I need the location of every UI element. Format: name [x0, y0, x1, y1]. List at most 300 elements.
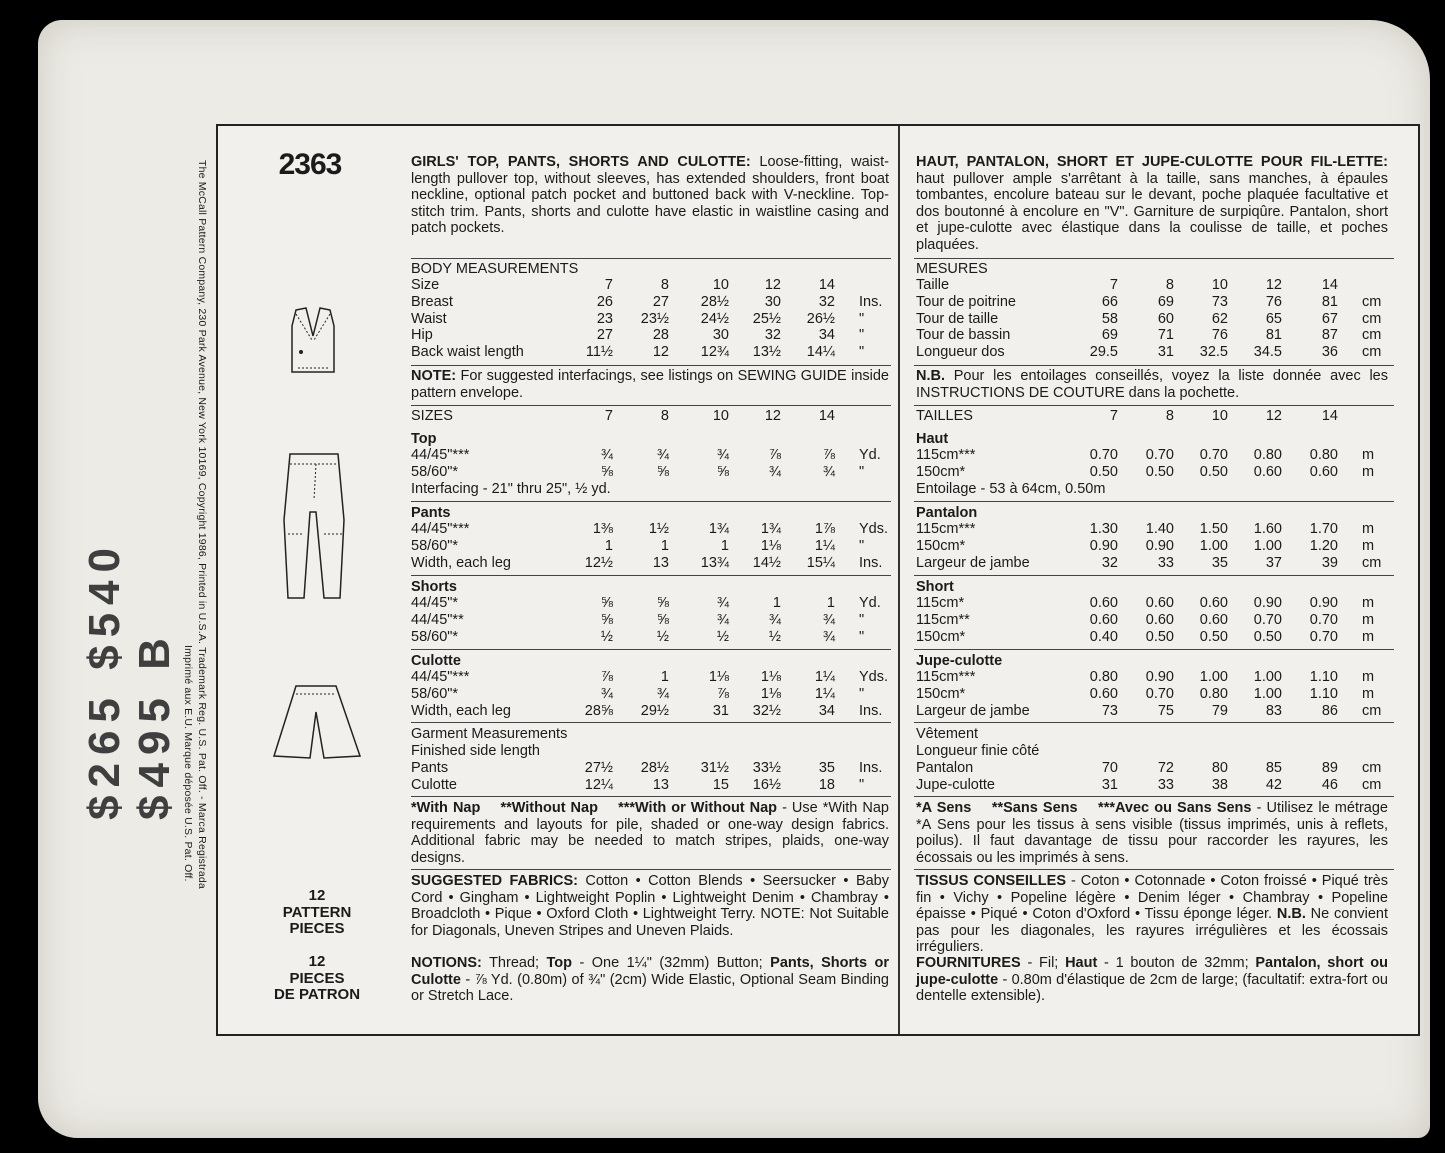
row-value: 15 [712, 776, 729, 793]
table-row [916, 521, 1394, 538]
row-value: 80 [1211, 760, 1228, 776]
row-value: 89 [1321, 760, 1338, 776]
row-value: 0.50 [1089, 463, 1118, 480]
row-value: 1⅞ [814, 521, 835, 537]
row-value: 1.00 [1199, 537, 1228, 554]
fr-fabrics-text: Ne convient pas pour les diagonales, les rayures irrégulières et les écossais irréguliers. [916, 906, 1388, 955]
row-value: 1.00 [1199, 669, 1228, 685]
pieces-label: PATTERN [282, 903, 352, 921]
fr-nap-label: **Sans Sens [991, 800, 1078, 816]
row-value: 85 [1265, 760, 1282, 776]
fr-culotte-heading: Jupe-culotte [916, 653, 1003, 669]
row-value: 1.20 [1309, 537, 1338, 554]
row-value: ¾ [822, 628, 835, 645]
publisher-line: The McCall Pattern Company, 230 Park Avenue, New York 10169, Copyright 1986, Printed in U.S.A. Trademark Reg. U.S. Pat. Off. - Marca Registrada [196, 160, 208, 889]
row-unit: m [1362, 447, 1375, 463]
row-value: 0.60 [1253, 463, 1282, 480]
row-value: ⅝ [600, 611, 613, 628]
row-value: 1.30 [1089, 521, 1118, 537]
row-value: 1.70 [1309, 521, 1338, 537]
fr-notions-text: - 1 bouton de 32mm; [1097, 955, 1256, 971]
row-value: 1 [604, 537, 613, 554]
en-body-heading: BODY MEASUREMENTS [411, 261, 579, 277]
row-value: 0.40 [1089, 628, 1118, 645]
table-row [916, 447, 1394, 464]
row-value: 60 [1157, 310, 1174, 327]
row-label: Tour de bassin [916, 327, 1011, 344]
row-value: 29.5 [1089, 344, 1118, 361]
row-label: 150cm* [916, 463, 966, 480]
en-notions-label: Top [546, 955, 573, 971]
row-value: ½ [600, 628, 613, 645]
en-notions-text: Thread; [481, 955, 547, 971]
en-fabrics-label: SUGGESTED FABRICS: [411, 873, 578, 889]
row-unit: Yd. [859, 447, 881, 463]
row-value: 24½ [700, 310, 729, 327]
fr-note [916, 368, 1388, 401]
table-row [916, 327, 1394, 344]
fr-title-text: haut pullover ample s'arrêtant à la taille, sans manches, à épaules tombantes, encolure bateau sur le devant, poche plaquée facultative et dos boutonné à encolure en "V". Garniture de surpiqûre. Pantalon, short et jupe-culotte avec élastique dans la coulisse de taille, et poches plaquées. [916, 170, 1388, 253]
divider [411, 869, 891, 870]
row-value: 0.80 [1253, 447, 1282, 463]
row-value: 7 [1109, 408, 1118, 424]
row-value: 0.60 [1145, 595, 1174, 611]
row-value: 16½ [752, 776, 781, 793]
table-row [411, 447, 889, 464]
divider [914, 405, 1394, 406]
table-row [916, 538, 1394, 555]
row-unit: Ins. [859, 702, 883, 719]
row-value: ¾ [716, 611, 729, 628]
divider [411, 405, 891, 406]
row-value: 12 [1265, 277, 1282, 293]
row-label: 115cm*** [916, 669, 976, 685]
row-unit: Yd. [859, 595, 881, 611]
price-stamps: $265 $540 $495 B [80, 540, 179, 820]
row-value: 34 [818, 702, 835, 719]
table-row [411, 311, 889, 328]
table-row [411, 703, 889, 720]
row-label: Breast [411, 293, 453, 310]
table-row [411, 344, 889, 361]
row-value: 0.60 [1199, 595, 1228, 611]
row-value: 7 [1109, 277, 1118, 293]
table-row [916, 294, 1394, 311]
fr-garment-sub: Longueur finie côté [916, 743, 1040, 759]
fr-pants-heading: Pantalon [916, 505, 978, 521]
fr-notions-text: - 0.80m d'élastique de 2cm de large; (facultatif: extra-fort ou dentelle extensible). [916, 971, 1388, 1004]
row-value: 0.70 [1145, 685, 1174, 702]
pieces-label: PIECES [289, 969, 345, 987]
row-unit: m [1362, 463, 1375, 480]
row-value: 0.80 [1199, 685, 1228, 702]
row-value: 0.50 [1199, 628, 1228, 645]
fr-top-interfacing: Entoilage - 53 à 64cm, 0.50m [916, 481, 1106, 497]
row-value: ½ [716, 628, 729, 645]
table-row [916, 760, 1394, 777]
row-unit: Yds. [859, 521, 889, 537]
en-pants-heading: Pants [411, 505, 451, 521]
en-fabrics [411, 873, 889, 939]
row-value: 0.60 [1199, 611, 1228, 628]
row-label: Jupe-culotte [916, 776, 995, 793]
en-notions [411, 955, 889, 1005]
row-value: 1⅛ [760, 669, 781, 685]
row-value: 0.80 [1089, 669, 1118, 685]
row-value: 12 [764, 408, 781, 424]
divider [411, 501, 891, 502]
row-value: 65 [1265, 310, 1282, 327]
fr-notions-text: - Fil; [1020, 955, 1066, 971]
row-label: 58/60"* [411, 628, 459, 645]
row-label: 58/60"* [411, 537, 459, 554]
row-value: ⅞ [822, 447, 835, 463]
row-value: 0.60 [1309, 463, 1338, 480]
row-value: 13 [652, 554, 669, 571]
fr-fabrics [916, 873, 1388, 956]
row-value: 13¾ [700, 554, 729, 571]
fr-title: HAUT, PANTALON, SHORT ET JUPE-CULOTTE POUR FIL-LETTE: [916, 154, 1388, 170]
divider [914, 869, 1394, 870]
row-unit: cm [1362, 327, 1382, 344]
divider [914, 796, 1394, 797]
row-value: ⅝ [716, 463, 729, 480]
divider [914, 365, 1394, 366]
en-shorts-heading: Shorts [411, 579, 457, 595]
row-value: 76 [1211, 327, 1228, 344]
en-nap [411, 800, 889, 866]
row-value: 1 [772, 595, 781, 611]
row-value: 0.50 [1199, 463, 1228, 480]
table-row [916, 612, 1394, 629]
en-nap-label: *With Nap [411, 800, 481, 816]
row-value: 8 [1165, 408, 1174, 424]
row-value: 0.70 [1309, 611, 1338, 628]
row-value: 32½ [752, 702, 781, 719]
row-value: 7 [604, 277, 613, 293]
row-unit: Yds. [859, 669, 889, 685]
row-unit: Ins. [859, 760, 883, 776]
row-value: 1 [826, 595, 835, 611]
pattern-pieces-en [262, 888, 372, 938]
row-value: 14 [1321, 277, 1338, 293]
row-value: 86 [1321, 702, 1338, 719]
en-note-text: For suggested interfacings, see listings on SEWING GUIDE inside pattern envelope. [411, 368, 889, 401]
fr-notions [916, 955, 1388, 1005]
row-value: 72 [1157, 760, 1174, 776]
row-value: 23½ [640, 310, 669, 327]
pants-sketch-icon [280, 450, 350, 602]
row-label: 44/45"* [411, 595, 459, 611]
row-value: 27 [596, 327, 613, 344]
row-label: 115cm* [916, 595, 965, 611]
divider [411, 365, 891, 366]
row-value: 30 [764, 293, 781, 310]
row-value: 14½ [752, 554, 781, 571]
row-value: ¾ [768, 611, 781, 628]
row-value: 10 [1211, 408, 1228, 424]
row-unit: cm [1362, 702, 1382, 719]
row-value: 1 [660, 537, 669, 554]
row-unit: " [859, 628, 865, 645]
row-value: 26½ [806, 310, 835, 327]
fr-nap-label: *A Sens [916, 800, 972, 816]
row-value: 34 [818, 327, 835, 344]
row-value: 8 [660, 277, 669, 293]
table-row [411, 521, 889, 538]
table-row [411, 595, 889, 612]
row-unit: cm [1362, 554, 1382, 571]
row-value: 1⅛ [760, 685, 781, 702]
row-unit: " [859, 776, 865, 793]
row-value: 0.60 [1089, 611, 1118, 628]
en-top-heading: Top [411, 431, 437, 447]
row-unit: m [1362, 537, 1375, 554]
row-value: 1.00 [1253, 669, 1282, 685]
en-title-text: Loose-fitting, waist-length pullover top, without sleeves, has extended shoulders, front boat neckline, optional patch pocket and buttoned back with V-neckline. Top-stitch trim. Pants, shorts and culotte have elastic in waistline casing and patch pockets. [411, 154, 889, 236]
row-value: ¾ [716, 595, 729, 611]
fr-notions-label: FOURNITURES [916, 955, 1021, 971]
row-unit: " [859, 463, 865, 480]
row-value: 1⅜ [592, 521, 613, 537]
row-label: Pantalon [916, 760, 974, 776]
row-value: 12¾ [700, 344, 729, 361]
divider [411, 575, 891, 576]
row-value: 25½ [752, 310, 781, 327]
table-row [411, 777, 889, 794]
row-value: ¾ [768, 463, 781, 480]
fr-notions-label: Pantalon, short ou jupe-culotte [916, 955, 1388, 988]
row-value: 33 [1157, 554, 1174, 571]
row-unit: cm [1362, 776, 1382, 793]
fr-fabrics-label: N.B. [1276, 906, 1306, 922]
fr-body-heading: MESURES [916, 261, 988, 277]
table-row [916, 703, 1394, 720]
table-row [411, 464, 889, 481]
row-unit: m [1362, 628, 1375, 645]
row-value: 0.90 [1089, 537, 1118, 554]
en-note-label: NOTE: [411, 368, 457, 384]
row-label: 44/45"*** [411, 669, 470, 685]
row-value: 1¼ [814, 669, 835, 685]
row-value: 0.80 [1309, 447, 1338, 463]
row-value: 27 [652, 293, 669, 310]
fr-shorts-heading: Short [916, 579, 954, 595]
pattern-number: 2363 [278, 148, 342, 181]
row-value: ⅝ [656, 611, 669, 628]
pieces-label: DE PATRON [273, 986, 361, 1003]
row-value: 1 [720, 537, 729, 554]
row-value: 73 [1101, 702, 1118, 719]
table-row [411, 760, 889, 777]
fr-fabrics-label: TISSUS CONSEILLES [916, 873, 1066, 889]
row-value: 14 [1321, 408, 1338, 424]
row-value: 1.40 [1145, 521, 1174, 537]
row-value: 1.00 [1253, 537, 1282, 554]
row-value: ¾ [656, 447, 669, 463]
divider [411, 722, 891, 723]
row-value: ⅝ [600, 595, 613, 611]
row-value: 83 [1265, 702, 1282, 719]
row-unit: Ins. [859, 554, 883, 571]
fr-nap [916, 800, 1388, 866]
row-value: 10 [1211, 277, 1228, 293]
row-label: 150cm* [916, 685, 966, 702]
fr-garment-heading: Vêtement [916, 726, 979, 742]
row-value: 0.70 [1253, 611, 1282, 628]
row-value: 0.70 [1309, 628, 1338, 645]
row-value: 34.5 [1253, 344, 1282, 361]
row-value: ⅞ [716, 685, 729, 702]
fr-fabrics-text: - Coton • Cotonnade • Coton froissé • Piqué très fin • Vichy • Popeline légère • Denim léger • Chambray • Popeline épaisse • Piqué • Coton d'Oxford • Tissu éponge léger. [916, 873, 1388, 922]
row-value: 14 [818, 277, 835, 293]
row-unit: cm [1362, 760, 1382, 776]
row-value: 28½ [640, 760, 669, 776]
row-value: 0.90 [1309, 595, 1338, 611]
row-value: 8 [1165, 277, 1174, 293]
row-value: 1.60 [1253, 521, 1282, 537]
row-label: 44/45"** [411, 611, 464, 628]
row-value: 32 [764, 327, 781, 344]
row-value: 8 [660, 408, 669, 424]
row-value: 26 [596, 293, 613, 310]
row-label: 115cm** [916, 611, 970, 628]
row-value: 81 [1265, 327, 1282, 344]
row-value: 1.50 [1199, 521, 1228, 537]
row-label: TAILLES [916, 408, 973, 424]
table-row [411, 294, 889, 311]
row-unit: " [859, 685, 865, 702]
row-label: Largeur de jambe [916, 702, 1030, 719]
row-value: 0.60 [1145, 611, 1174, 628]
divider [914, 258, 1394, 259]
row-label: Size [411, 277, 440, 293]
row-unit: cm [1362, 310, 1382, 327]
table-row [411, 277, 889, 294]
table-row [916, 777, 1394, 794]
row-value: 15¼ [806, 554, 835, 571]
row-unit: Ins. [859, 293, 883, 310]
row-value: 0.50 [1145, 628, 1174, 645]
table-row [411, 408, 889, 425]
row-value: 1¾ [708, 521, 729, 537]
row-value: 38 [1211, 776, 1228, 793]
en-garment-heading: Garment Measurements [411, 726, 568, 742]
row-value: 0.60 [1089, 595, 1118, 611]
row-label: Longueur dos [916, 344, 1005, 361]
row-value: ¾ [600, 447, 613, 463]
en-notions-text: - ⅞ Yd. (0.80m) of ¾" (2cm) Wide Elastic, Optional Seam Binding or Stretch Lace. [411, 971, 889, 1004]
divider [914, 575, 1394, 576]
en-nap-label: **Without Nap [500, 800, 598, 816]
row-value: ¾ [716, 447, 729, 463]
row-label: Largeur de jambe [916, 554, 1030, 571]
pieces-label: PIECES [289, 920, 345, 937]
table-row [411, 327, 889, 344]
en-fabrics-text: Cotton • Cotton Blends • Seersucker • Baby Cord • Gingham • Lightweight Poplin • Lightweight Denim • Chambray • Broadcloth • Pique • Oxford Cloth • Lightweight Terry. NOTE: Not Suitable for Diagonals, Uneven Stripes and Uneven Plaids. [411, 873, 889, 939]
row-value: 87 [1321, 327, 1338, 344]
row-value: 1¾ [760, 521, 781, 537]
row-value: 0.90 [1145, 669, 1174, 685]
en-title: GIRLS' TOP, PANTS, SHORTS AND CULOTTE: [411, 154, 751, 170]
row-label: Hip [411, 327, 433, 344]
fr-note-label: N.B. [916, 368, 945, 384]
row-value: ¾ [656, 685, 669, 702]
divider [914, 722, 1394, 723]
publisher-line-fr: Imprimé aux E.U. Marque déposée U.S. Pat. Off. [182, 645, 194, 882]
row-unit: m [1362, 611, 1375, 628]
table-row [916, 464, 1394, 481]
row-value: 1¼ [814, 685, 835, 702]
row-value: 31½ [700, 760, 729, 776]
row-value: 32 [1101, 554, 1118, 571]
table-row [411, 538, 889, 555]
row-value: 75 [1157, 702, 1174, 719]
row-value: 81 [1321, 293, 1338, 310]
row-value: 0.90 [1253, 595, 1282, 611]
row-value: 12 [764, 277, 781, 293]
row-label: 115cm*** [916, 521, 976, 537]
row-unit: cm [1362, 344, 1382, 361]
vest-sketch-icon [284, 306, 342, 376]
row-label: 150cm* [916, 628, 966, 645]
fr-nap-text: - Utilisez le métrage *A Sens pour les tissus à sens visible (tissus imprimés, unis à reflets, poilus). Il faut davantage de tissu pour raccorder les rayures, les écossais ou les imprimés à sens. [916, 800, 1388, 866]
divider [914, 501, 1394, 502]
divider [411, 258, 891, 259]
fr-top-heading: Haut [916, 431, 949, 447]
row-value: 0.70 [1199, 447, 1228, 463]
row-value: ¾ [822, 611, 835, 628]
table-row [411, 686, 889, 703]
table-row [916, 344, 1394, 361]
row-value: 73 [1211, 293, 1228, 310]
row-value: 28½ [700, 293, 729, 310]
row-value: ½ [656, 628, 669, 645]
table-row [916, 277, 1394, 294]
row-value: 28 [652, 327, 669, 344]
row-value: 1½ [648, 521, 669, 537]
row-label: Tour de taille [916, 310, 999, 327]
row-value: 62 [1211, 310, 1228, 327]
row-value: 1 [660, 669, 669, 685]
divider [411, 649, 891, 650]
row-value: 13 [652, 776, 669, 793]
column-divider [898, 126, 900, 1034]
row-value: 10 [712, 277, 729, 293]
row-value: ¾ [600, 685, 613, 702]
row-value: 11½ [585, 344, 613, 361]
row-value: 35 [818, 760, 835, 776]
row-value: 31 [712, 702, 729, 719]
en-top-interfacing: Interfacing - 21" thru 25", ½ yd. [411, 481, 611, 497]
row-unit: m [1362, 595, 1375, 611]
row-value: ⅝ [600, 463, 613, 480]
row-value: 0.90 [1145, 537, 1174, 554]
row-value: 69 [1157, 293, 1174, 310]
table-row [411, 612, 889, 629]
row-value: 33½ [752, 760, 781, 776]
row-value: 32 [818, 293, 835, 310]
row-value: 71 [1157, 327, 1174, 344]
row-value: 39 [1321, 554, 1338, 571]
row-value: 14 [818, 408, 835, 424]
row-label: Taille [916, 277, 950, 293]
en-notions-label: NOTIONS: [411, 955, 482, 971]
pieces-count: 12 [308, 953, 326, 970]
row-value: 31 [1101, 776, 1118, 793]
en-culotte-heading: Culotte [411, 653, 461, 669]
row-value: 1¼ [814, 537, 835, 554]
